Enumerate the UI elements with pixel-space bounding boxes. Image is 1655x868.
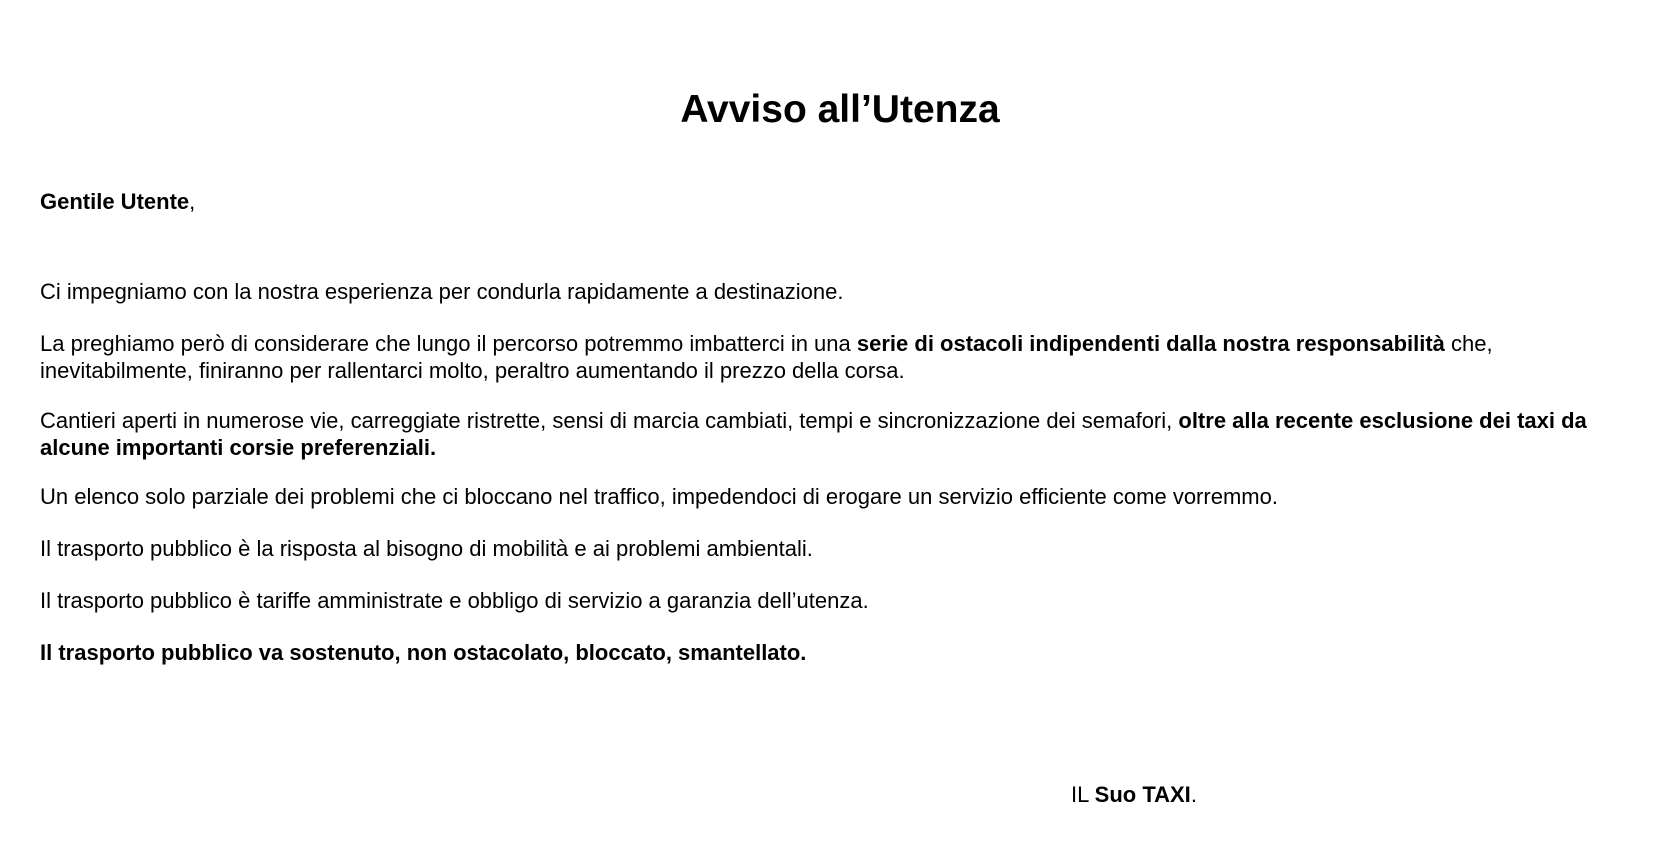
paragraph-intro: Ci impegniamo con la nostra esperienza per condurla rapidamente a destinazione. (40, 279, 844, 304)
paragraph-obstacles (40, 330, 1640, 384)
signature-prefix: IL (1071, 782, 1095, 807)
salutation-name: Gentile Utente (40, 189, 190, 214)
paragraph-obstacles-text-1: La preghiamo però di considerare che lungo il percorso potremmo imbatterci in una (40, 331, 857, 356)
signature-name: Suo TAXI (1094, 782, 1191, 807)
paragraph-problems: Un elenco solo parziale dei problemi che ci bloccano nel traffico, impedendoci di erogare un servizio efficiente come vorremmo. (40, 484, 1278, 509)
page-title: Avviso all’Utenza (680, 88, 1000, 131)
paragraph-causes-text: Cantieri aperti in numerose vie, carreggiate ristrette, sensi di marcia cambiati, tempi e sincronizzazione dei semafori, (40, 408, 1179, 433)
paragraph-obstacles-text-2: che, inevitabilmente, finiranno per rallentarci molto, peraltro aumentando il prezzo della corsa. (40, 331, 1493, 383)
signature-punct: . (1190, 782, 1197, 807)
paragraph-causes (40, 407, 1640, 461)
paragraph-causes-emphasis: oltre alla recente esclusione dei taxi da alcune importanti corsie preferenziali. (40, 408, 1587, 460)
salutation-punct: , (189, 189, 196, 214)
paragraph-public-transport-tariffs: Il trasporto pubblico è tariffe amministrate e obbligo di servizio a garanzia dell’utenza. (40, 588, 869, 613)
paragraph-public-transport-mobility: Il trasporto pubblico è la risposta al bisogno di mobilità e ai problemi ambientali. (40, 536, 813, 561)
salutation (40, 188, 195, 216)
signature (1071, 781, 1197, 809)
paragraph-public-transport-support: Il trasporto pubblico va sostenuto, non ostacolato, bloccato, smantellato. (40, 640, 807, 665)
paragraph-obstacles-emphasis: serie di ostacoli indipendenti dalla nostra responsabilità (856, 331, 1445, 356)
